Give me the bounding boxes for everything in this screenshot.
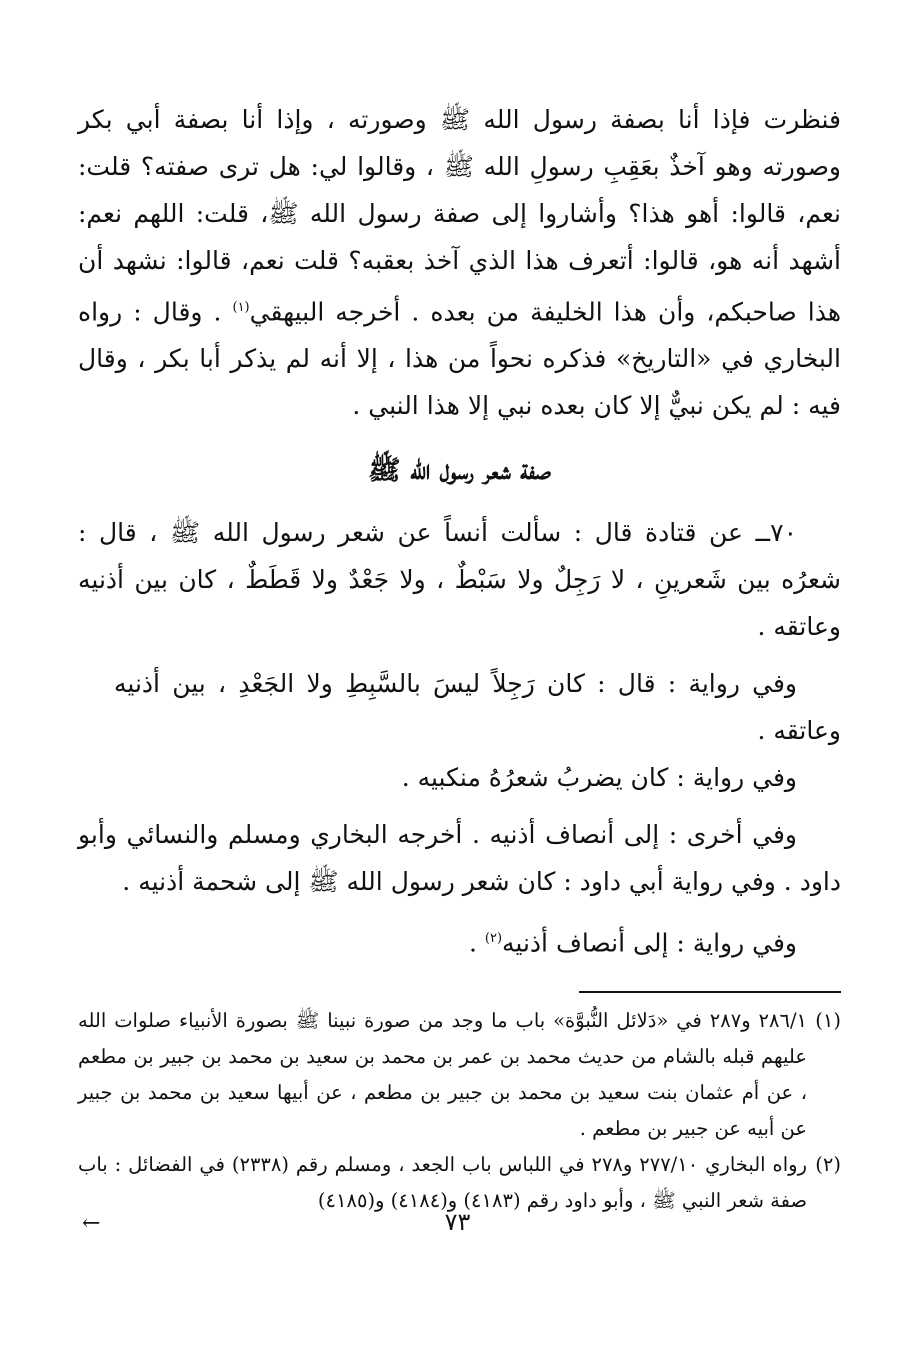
footnote-number: (٢) bbox=[815, 1152, 841, 1176]
paragraph-gap bbox=[78, 650, 841, 660]
intro-paragraph bbox=[78, 96, 841, 429]
main-text bbox=[78, 96, 841, 967]
footnote-ref-2: (٢) bbox=[484, 931, 503, 947]
narration-4-text: وفي رواية : إلى أنصاف أذنيه bbox=[502, 928, 797, 958]
hadith-70: ٧٠ــ عن قتادة قال : سألت أنساً عن شعر رسول الله ﷺ ، قال : شعرُه بين شَعرينِ ، لا رَجِلٌ ولا سَبْطٌ ، ولا جَعْدٌ ولا قَطَطٌ ، كان بين أذنيه وعاتقه . bbox=[78, 518, 841, 642]
intro-text: فنظرت فإذا أنا بصفة رسول الله ﷺ وصورته ، وإذا أنا بصفة أبي بكر وصورته وهو آخذٌ بعَقِبِ رسولِ الله ﷺ ، وقالوا لي: هل ترى صفته؟ قلت: نعم، قالوا: أهو هذا؟ وأشاروا إلى صفة رسول الله ﷺ، قلت: اللهم نعم: أشهد أنه هو، قالوا: أتعرف هذا الذي آخذ بعقبه؟ قلت نعم، قالوا: نشهد أن هذا صاحبكم، وأن هذا الخليفة من بعده . أخرجه البيهقي bbox=[78, 105, 841, 327]
paragraph-gap bbox=[78, 905, 841, 915]
narration-1: وفي رواية : قال : كان رَجِلاً ليسَ بالسَّبِطِ ولا الجَعْدِ ، بين أذنيه وعاتقه . bbox=[114, 669, 841, 746]
footnote-text: ٢٨٦/١ و٢٨٧ في «دَلائل النُّبوَّة» باب ما وجد من صورة نبينا ﷺ بصورة الأنبياء صلوات الله عليهم قبله بالشام من حديث محمد بن عمر بن محمد بن سعيد بن محمد بن جبير بن مطعم ، عن أم عثمان بنت سعيد بن محمد بن جبير بن مطعم ، عن أبيها سعيد بن محمد بن جبير عن أبيه عن جبير بن مطعم . bbox=[78, 1008, 807, 1140]
narration-3: وفي أخرى : إلى أنصاف أذنيه . أخرجه البخاري ومسلم والنسائي وأبو داود . وفي رواية أبي داود : كان شعر رسول الله ﷺ إلى شحمة أذنيه . bbox=[78, 820, 841, 897]
intro-tail: . وقال : رواه البخاري في «التاريخ» فذكره نحواً من هذا ، إلا أنه لم يذكر أبا بكر ، وقال فيه : لم يكن نبيٌّ إلا كان بعده نبي إلا هذا النبي . bbox=[78, 297, 841, 421]
paragraph-gap bbox=[78, 801, 841, 811]
continuation-arrow-icon: ← bbox=[82, 1210, 101, 1236]
footnote-text: رواه البخاري ٢٧٧/١٠ و٢٧٨ في اللباس باب الجعد ، ومسلم رقم (٢٣٣٨) في الفضائل : باب صفة شعر النبي ﷺ ، وأبو داود رقم (٤١٨٣) و(٤١٨٤) و(٤١٨٥) bbox=[78, 1152, 807, 1212]
footnote-number: (١) bbox=[815, 1008, 841, 1032]
footnote-ref-1: (١) bbox=[232, 300, 250, 315]
page-number: ٧٣ bbox=[444, 1208, 471, 1236]
footnote-1 bbox=[78, 1003, 841, 1147]
footnotes bbox=[78, 1003, 841, 1236]
narration-4-tail: . bbox=[468, 928, 485, 958]
narration-4 bbox=[78, 915, 841, 966]
footnote-separator bbox=[579, 991, 841, 993]
narration-2: وفي رواية : كان يضربُ شعرُهُ منكبيه . bbox=[401, 763, 797, 793]
section-heading: صفة شعر رسول الله ﷺ bbox=[368, 455, 551, 487]
